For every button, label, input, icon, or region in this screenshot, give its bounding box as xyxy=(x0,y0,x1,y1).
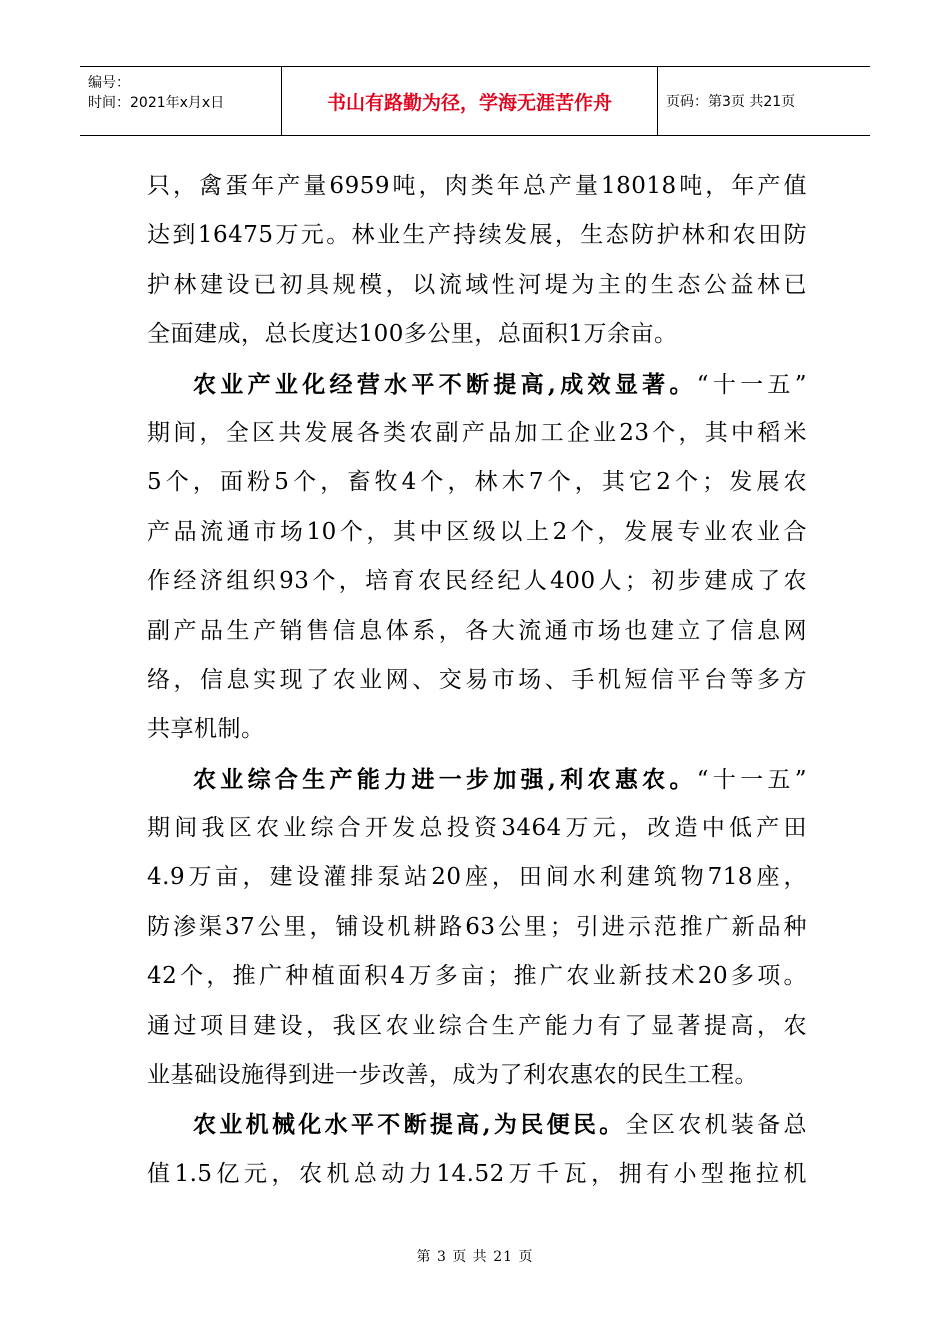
header-page-info: 页码：第3页 共21页 xyxy=(666,94,796,110)
document-time-label: 时间：2021年x月x日 xyxy=(88,95,225,111)
paragraph-heading-line: 农业产业化经营水平不断提高,成效显著。“十一五” xyxy=(193,370,807,398)
paragraph-heading: 农业综合生产能力进一步加强,利农惠农。 xyxy=(193,765,697,793)
paragraph-heading-line: 农业综合生产能力进一步加强,利农惠农。“十一五” xyxy=(193,765,807,793)
text-line: 护林建设已初具规模，以流域性河堤为主的生态公益林已 xyxy=(147,271,807,298)
header-motto: 书山有路勤为径，学海无涯苦作舟 xyxy=(282,67,658,135)
document-number-label: 编号： xyxy=(88,75,130,91)
text-line: 络，信息实现了农业网、交易市场、手机短信平台等多方 xyxy=(147,666,807,693)
text-line: 全面建成，总长度达100多公里，总面积1万余亩。 xyxy=(147,321,678,348)
document-body xyxy=(147,162,807,1199)
text-line: 5个，面粉5个，畜牧4个，林木7个，其它2个；发展农 xyxy=(147,469,807,496)
paragraph-heading-line: 农业机械化水平不断提高,为民便民。全区农机装备总 xyxy=(193,1111,807,1139)
paragraph-heading: 农业机械化水平不断提高,为民便民。 xyxy=(193,1111,626,1139)
page-footer: 第 3 页 共 21 页 xyxy=(416,1249,534,1265)
text-line: 作经济组织93个，培育农民经纪人400人；初步建成了农 xyxy=(147,568,807,595)
header-meta xyxy=(80,67,282,135)
text-line: 4.9万亩，建设灌排泵站20座，田间水利建筑物718座， xyxy=(147,864,807,891)
text-line: 副产品生产销售信息体系，各大流通市场也建立了信息网 xyxy=(147,617,807,644)
text-line: 通过项目建设，我区农业综合生产能力有了显著提高，农 xyxy=(147,1012,807,1039)
text-line: 产品流通市场10个，其中区级以上2个，发展专业农业合 xyxy=(147,518,807,545)
text-line: 达到16475万元。林业生产持续发展，生态防护林和农田防 xyxy=(147,222,807,249)
page-header xyxy=(80,66,870,136)
text-line: 业基础设施得到进一步改善，成为了利农惠农的民生工程。 xyxy=(147,1062,758,1089)
text-line: 值1.5亿元，农机总动力14.52万千瓦，拥有小型拖拉机 xyxy=(147,1160,807,1187)
text-line: 共享机制。 xyxy=(147,716,265,743)
text-line: 防渗渠37公里，铺设机耕路63公里；引进示范推广新品种 xyxy=(147,913,807,940)
text-line: 期间，全区共发展各类农副产品加工企业23个，其中稻米 xyxy=(147,419,807,446)
text-line: 期间我区农业综合开发总投资3464万元，改造中低产田 xyxy=(147,815,807,842)
paragraph-heading: 农业产业化经营水平不断提高,成效显著。 xyxy=(193,370,697,398)
text-line: 42个，推广种植面积4万多亩；推广农业新技术20多项。 xyxy=(147,963,807,990)
text-line: 只，禽蛋年产量6959吨，肉类年总产量18018吨，年产值 xyxy=(147,173,807,199)
